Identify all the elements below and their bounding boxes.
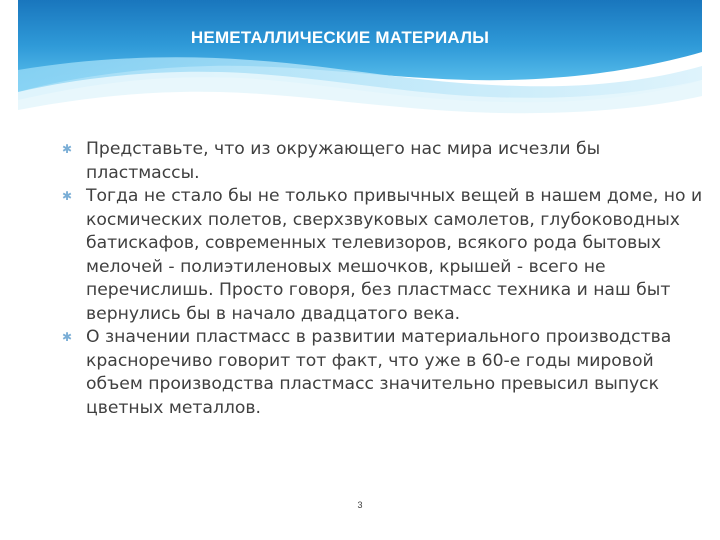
asterisk-bullet-icon: ✱ (61, 189, 73, 203)
list-item (58, 326, 706, 420)
list-item-text: Тогда не стало бы не только привычных вещей в нашем доме, но и космических полетов, сверхзвуковых самолетов, глубоководных батискафов, современных телевизоров, всякого рода бытовых мелочей - полиэтиленовых мешочков, крышей - всего не перечислишь. Просто говоря, без пластмасс техника и наш быт вернулись бы в начало двадцатого века. (86, 186, 703, 324)
list-item (58, 138, 706, 185)
asterisk-bullet-icon: ✱ (61, 330, 73, 344)
page-title: НЕМЕТАЛЛИЧЕСКИЕ МАТЕРИАЛЫ (190, 28, 490, 47)
list-item-text: О значении пластмасс в развитии материального производства красноречиво говорит тот факт, что уже в 60-е годы мировой объем производства пластмасс значительно превысил выпуск цветных металлов. (86, 327, 672, 418)
list-item (58, 185, 706, 326)
list-item-text: Представьте, что из окружающего нас мира исчезли бы пластмассы. (86, 139, 601, 183)
bullet-list (58, 138, 706, 420)
wave-background (0, 0, 720, 120)
header-banner (0, 0, 720, 120)
asterisk-bullet-icon: ✱ (61, 142, 73, 156)
page-number: 3 (357, 500, 363, 510)
